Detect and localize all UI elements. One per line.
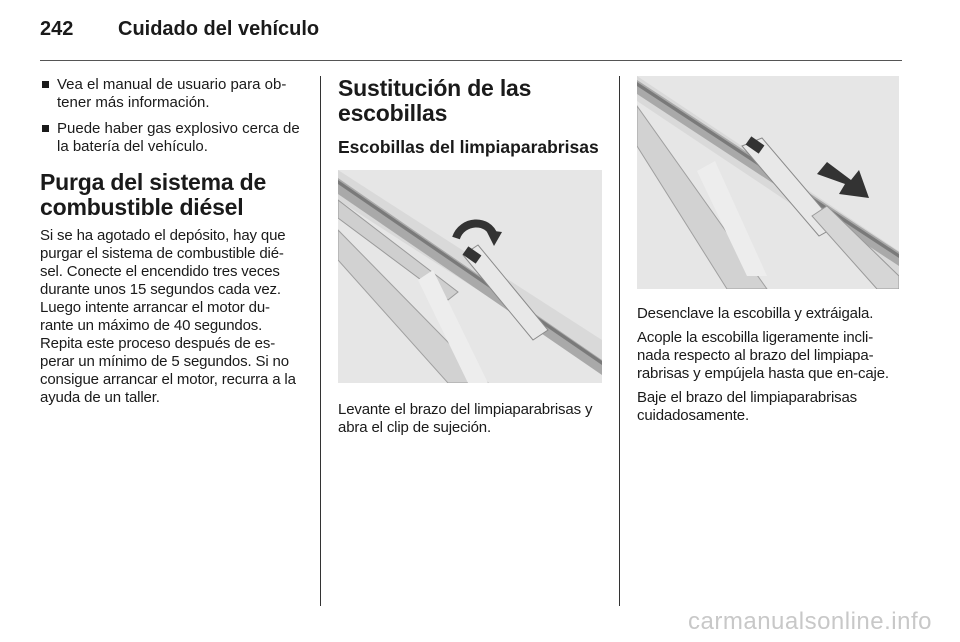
middle-column bbox=[338, 76, 602, 437]
bullet-list bbox=[40, 76, 302, 156]
watermark: carmanualsonline.info bbox=[688, 608, 932, 635]
body-paragraph: Desenclave la escobilla y extráigala. bbox=[637, 305, 874, 322]
header-rule bbox=[40, 60, 902, 61]
column-divider bbox=[320, 76, 321, 606]
list-item bbox=[40, 120, 302, 156]
section-heading: Sustitución de las escobillas bbox=[338, 75, 532, 126]
list-item bbox=[40, 76, 302, 112]
list-item-text: Puede haber gas explosivo cerca de la batería del vehículo. bbox=[57, 120, 300, 155]
right-column bbox=[637, 76, 899, 425]
bullet-icon bbox=[42, 81, 49, 88]
page-number: 242 bbox=[40, 18, 74, 40]
sub-heading: Escobillas del limpiaparabrisas bbox=[338, 137, 599, 157]
body-paragraph: Baje el brazo del limpiaparabrisas cuidadosamente. bbox=[637, 389, 858, 424]
section-heading: Purga del sistema de combustible diésel bbox=[40, 169, 267, 220]
column-divider bbox=[619, 76, 620, 606]
bullet-icon bbox=[42, 125, 49, 132]
running-title: Cuidado del vehículo bbox=[118, 18, 320, 40]
body-paragraph: Si se ha agotado el depósito, hay que purgar el sistema de combustible dié-sel. Conecte el encendido tres veces durante unos 15 segundos cada vez. Luego intente arrancar el motor du-rante un máximo de 40 segundos. Repita este proceso después de es-perar un mínimo de 5 segundos. Si no consigue arrancar el motor, recurra a la ayuda de un taller. bbox=[40, 227, 296, 406]
page-header bbox=[40, 18, 319, 46]
left-column bbox=[40, 76, 302, 407]
figure-caption: Levante el brazo del limpiaparabrisas y abra el clip de sujeción. bbox=[338, 401, 593, 436]
wiper-blade-remove-illustration bbox=[637, 76, 899, 289]
wiper-arm-lift-illustration bbox=[338, 170, 602, 383]
list-item-text: Vea el manual de usuario para ob-tener más información. bbox=[57, 76, 287, 111]
body-paragraph: Acople la escobilla ligeramente incli-nada respecto al brazo del limpiapa-rabrisas y empújela hasta que en-caje. bbox=[637, 329, 889, 382]
